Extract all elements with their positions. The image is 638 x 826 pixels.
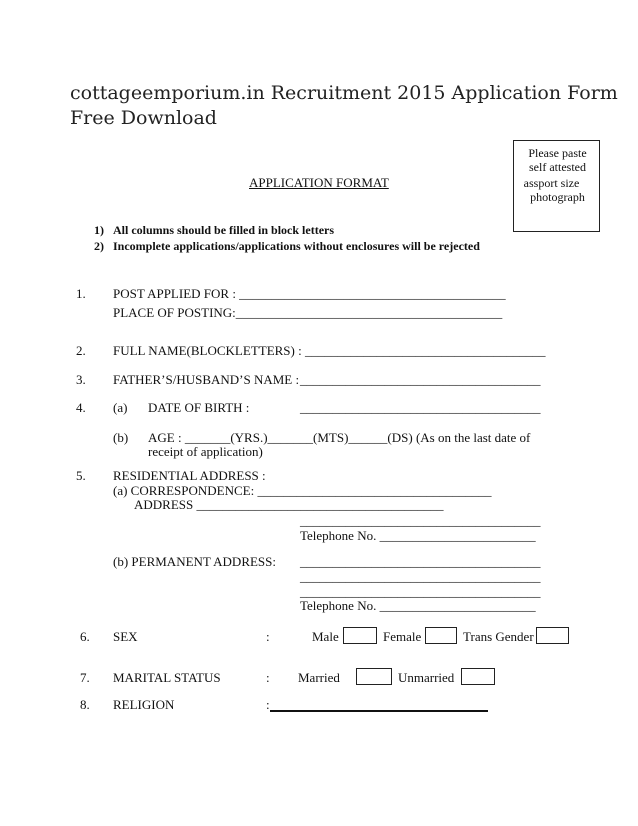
section-2-number: 2. (76, 343, 86, 358)
section-4-number: 4. (76, 400, 86, 415)
full-name-field[interactable]: FULL NAME(BLOCKLETTERS) : _____________________________________ (113, 343, 546, 358)
age-field[interactable]: AGE : _______(YRS.)_______(MTS)______(DS) (As on the last date of (148, 430, 531, 445)
photo-text-1: Please paste (528, 146, 587, 160)
permanent-telephone-field[interactable]: Telephone No. ________________________ (300, 598, 536, 613)
sex-label: SEX (113, 629, 138, 644)
sex-colon: : (266, 629, 270, 644)
married-label: Married (298, 670, 340, 685)
section-6-number: 6. (80, 629, 90, 644)
sex-trans-checkbox[interactable] (536, 627, 569, 644)
married-checkbox[interactable] (356, 668, 392, 685)
section-3-number: 3. (76, 372, 86, 387)
permanent-address-label: (b) PERMANENT ADDRESS: (113, 554, 277, 569)
correspondence-field[interactable]: (a) CORRESPONDENCE: ____________________________________ (113, 483, 492, 498)
religion-field[interactable] (270, 710, 488, 712)
sex-male-label: Male (312, 629, 339, 644)
photo-text-2: self attested (529, 160, 586, 174)
father-name-label: FATHER’S/HUSBAND’S NAME : (113, 372, 300, 387)
note-1-number: 1) (94, 223, 104, 237)
father-name-field[interactable]: _____________________________________ (300, 372, 541, 387)
section-8-number: 8. (80, 697, 90, 712)
note-2-number: 2) (94, 239, 104, 253)
unmarried-label: Unmarried (398, 670, 455, 685)
marital-status-label: MARITAL STATUS (113, 670, 221, 685)
place-of-posting-field[interactable]: PLACE OF POSTING:_________________________________________ (113, 305, 503, 320)
dob-label: DATE OF BIRTH : (148, 400, 250, 415)
permanent-address-line-2[interactable]: _____________________________________ (300, 569, 541, 584)
age-note: receipt of application) (148, 444, 263, 459)
sex-trans-label: Trans Gender (463, 629, 534, 644)
correspondence-telephone-field[interactable]: Telephone No. ________________________ (300, 528, 536, 543)
residential-address-label: RESIDENTIAL ADDRESS : (113, 468, 266, 483)
correspondence-line-2[interactable]: _____________________________________ (300, 513, 541, 528)
religion-label: RELIGION (113, 697, 175, 712)
photo-text-4: photograph (530, 190, 585, 204)
photo-placeholder-box[interactable] (513, 140, 600, 232)
address-field[interactable]: ADDRESS ______________________________________ (134, 497, 444, 512)
form-heading: APPLICATION FORMAT (249, 175, 389, 190)
photo-text-3: assport size (523, 176, 580, 190)
post-applied-field[interactable]: POST APPLIED FOR : _________________________________________ (113, 286, 506, 301)
age-sub-label: (b) (113, 430, 129, 445)
note-2-text: Incomplete applications/applications without enclosures will be rejected (113, 239, 480, 253)
permanent-address-line-3[interactable]: _____________________________________ (300, 584, 541, 599)
sex-female-checkbox[interactable] (425, 627, 457, 644)
sex-male-checkbox[interactable] (343, 627, 377, 644)
page-title-line-1: cottageemporium.in Recruitment 2015 Application Form (70, 82, 618, 104)
religion-colon: : (266, 697, 270, 712)
section-7-number: 7. (80, 670, 90, 685)
note-1-text: All columns should be filled in block letters (113, 223, 335, 237)
section-1-number: 1. (76, 286, 86, 301)
section-5-number: 5. (76, 468, 86, 483)
marital-colon: : (266, 670, 270, 685)
dob-sub-label: (a) (113, 400, 128, 415)
sex-female-label: Female (383, 629, 422, 644)
unmarried-checkbox[interactable] (461, 668, 495, 685)
permanent-address-line-1[interactable]: _____________________________________ (300, 554, 541, 569)
dob-field[interactable]: _____________________________________ (300, 400, 541, 415)
page-title-line-2: Free Download (70, 107, 217, 129)
